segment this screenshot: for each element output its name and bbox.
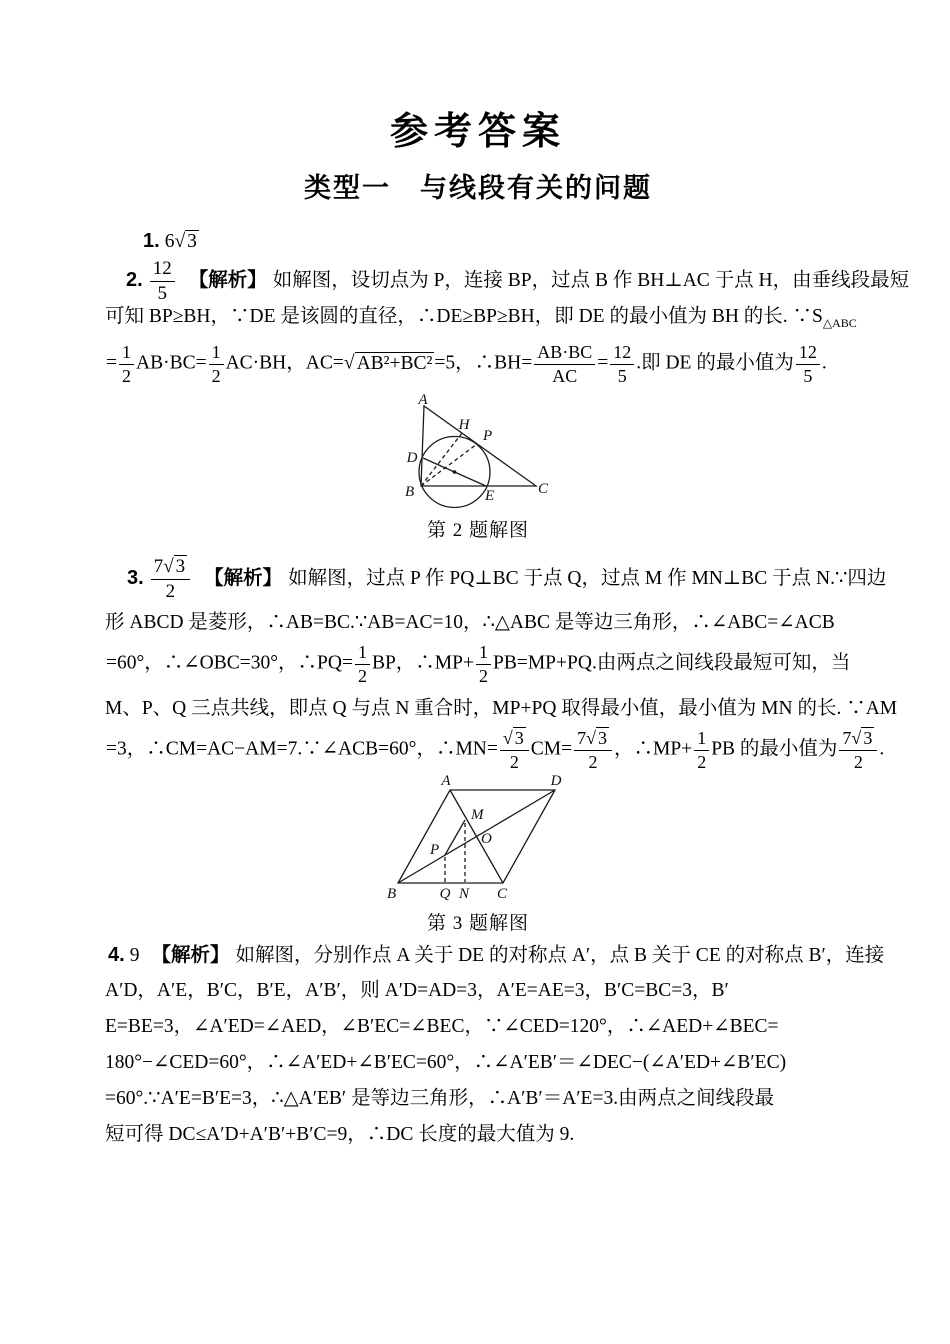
section-title: 类型一 与线段有关的问题	[304, 173, 652, 203]
radical-sign: √	[586, 728, 596, 748]
problem-3-line-3	[106, 642, 850, 686]
solution-text: =3，∴CM=AC−AM=7.∵∠ACB=60°，∴MN=	[106, 738, 498, 760]
radical-expression	[586, 727, 609, 748]
fraction	[119, 342, 134, 386]
problem-1-answer-line	[143, 226, 199, 257]
solution-text: M、P、Q 三点共线，即点 Q 与点 N 重合时，MP+PQ 取得最小值，最小值为 MN 的长. ∵AM	[105, 698, 898, 719]
problem-3-line-2	[105, 608, 835, 638]
radicand: 3	[598, 728, 607, 748]
fraction-denominator: 2	[357, 665, 367, 686]
fraction-numerator: 12	[610, 342, 634, 365]
solution-text: BP，∴MP+	[371, 652, 474, 674]
problem-4-line-5	[105, 1084, 774, 1114]
page-title: 参考答案	[389, 111, 566, 153]
solution-text: =	[597, 352, 609, 374]
point-label-N: N	[458, 886, 470, 902]
point-label-P: P	[483, 428, 493, 444]
solution-text: .	[821, 352, 827, 374]
radical-sign: √	[163, 556, 174, 577]
fraction-denominator: 2	[853, 751, 863, 772]
solution-text: 可知 BP≥BH，∵DE 是该圆的直径，∴DE≥BP≥BH，即 DE 的最小值为 BH 的长. ∵S	[105, 306, 823, 327]
figure-problem-3	[375, 770, 590, 905]
figure-3-caption: 第 3 题解图	[426, 913, 529, 934]
fraction	[476, 642, 491, 686]
fraction-denominator: 2	[479, 665, 488, 686]
fraction-numerator: 12	[150, 258, 175, 282]
answer-fraction	[151, 556, 190, 603]
solution-text: =60°，∴∠OBC=30°，∴PQ=	[106, 652, 353, 674]
radical-sign: √	[851, 728, 862, 748]
problem-4-line-3	[105, 1012, 779, 1042]
fraction	[209, 342, 224, 386]
vertex-label-B: B	[387, 886, 397, 902]
radical-expression	[503, 727, 526, 748]
point-label-M: M	[471, 807, 484, 823]
point-label-P: P	[430, 842, 440, 858]
solution-text: .	[879, 738, 885, 760]
fraction-denominator: 2	[588, 751, 598, 772]
solution-text: 如解图，设切点为 P，连接 BP，过点 B 作 BH⊥AC 于点 H，由垂线段最短	[272, 269, 910, 291]
fraction	[839, 728, 877, 772]
problem-4-line-4	[105, 1048, 786, 1078]
problem-2-number: 2.	[126, 268, 143, 291]
vertex-label-A: A	[418, 392, 428, 408]
circle-center-dot	[453, 470, 457, 474]
problem-3-line-4	[105, 694, 897, 724]
figure-problem-2	[360, 392, 600, 514]
solution-text: 如解图，分别作点 A 关于 DE 的对称点 A′，点 B 关于 CE 的对称点 B′，连接	[235, 945, 885, 966]
radicand: 3	[175, 556, 186, 577]
problem-2-line-2	[105, 302, 857, 338]
radical-expression	[163, 555, 187, 577]
problem-2-line-3	[106, 342, 827, 386]
solution-text: ，∴MP+	[614, 738, 693, 760]
radical-sign: √	[343, 352, 355, 374]
vertex-label-C: C	[496, 886, 508, 902]
problem-2-line-1	[126, 258, 909, 305]
fraction-denominator: 2	[165, 580, 176, 602]
fraction-numerator: 1	[476, 642, 491, 665]
solution-text: AC·BH，AC=	[225, 352, 344, 374]
solution-text: 形 ABCD 是菱形，∴AB=BC.∵AB=AC=10，∴△ABC 是等边三角形，∴∠ABC=∠ACB	[105, 612, 835, 633]
problem-3-line-1	[127, 556, 886, 603]
problem-3-line-5	[106, 728, 884, 772]
solution-text: A′D，A′E，B′C，B′E，A′B′，则 A′D=AD=3，A′E=AE=3，B′C=BC=3，B′	[105, 980, 729, 1001]
fraction	[355, 642, 370, 686]
fraction-denominator: 5	[157, 282, 167, 304]
vertex-label-B: B	[405, 484, 415, 500]
diagonal-AC	[450, 790, 503, 883]
solution-text: =60°.∵A′E=B′E=3，∴△A′EB′ 是等边三角形，∴A′B′＝A′E=3.由两点之间线段最	[105, 1088, 775, 1109]
fraction-denominator: 2	[122, 365, 131, 386]
radicand: 3	[863, 728, 873, 748]
radicand: AB²+BC²	[356, 352, 433, 374]
problem-4-number: 4.	[108, 944, 125, 966]
fraction-numerator: 1	[119, 342, 134, 365]
fraction-numerator	[574, 728, 612, 751]
fraction	[534, 342, 595, 386]
radical-sign: √	[502, 728, 513, 748]
point-label-Q: Q	[439, 886, 451, 902]
fraction-numerator: AB·BC	[534, 342, 595, 365]
fraction	[610, 342, 634, 386]
point-label-O: O	[481, 831, 492, 847]
fraction-numerator: 1	[355, 642, 370, 665]
analysis-label: 【解析】	[188, 268, 267, 291]
radical-sign: √	[174, 231, 186, 252]
solution-text: AB·BC=	[136, 352, 207, 374]
point-label-H: H	[458, 417, 470, 433]
solution-text: 短可得 DC≤A′D+A′B′+B′C=9，∴DC 长度的最大值为 9.	[105, 1124, 575, 1145]
point-label-E: E	[485, 488, 495, 504]
problem-3-number: 3.	[127, 566, 144, 589]
solution-text: 180°−∠CED=60°，∴∠A′ED+∠B′EC=60°，∴∠A′EB′＝∠DEC−(∠A′ED+∠B′EC)	[105, 1052, 787, 1073]
fraction-numerator	[151, 556, 190, 580]
solution-text: PB=MP+PQ.由两点之间线段最短可知，当	[493, 652, 851, 674]
solution-text: =	[106, 352, 117, 374]
fraction-denominator: 2	[211, 365, 221, 386]
fraction-denominator: AC	[552, 365, 578, 386]
problem-4-line-2	[105, 976, 729, 1006]
fraction-denominator: 2	[509, 751, 519, 772]
radicand: 3	[187, 231, 197, 252]
radicand: 3	[514, 728, 524, 748]
coefficient: 7	[153, 556, 164, 577]
subscript: △ABC	[822, 316, 857, 330]
fraction-denominator: 5	[617, 365, 627, 386]
fraction-numerator: 1	[694, 728, 709, 751]
solution-text: 如解图，过点 P 作 PQ⊥BC 于点 Q，过点 M 作 MN⊥BC 于点 N.∵四边	[288, 567, 887, 589]
fraction-denominator: 5	[803, 365, 813, 386]
analysis-label: 【解析】	[204, 566, 283, 589]
figure-2-caption: 第 2 题解图	[426, 520, 529, 541]
answer-coefficient: 6	[164, 231, 175, 252]
solution-text: PB 的最小值为	[711, 738, 838, 760]
solution-text: E=BE=3，∠A′ED=∠AED，∠B′EC=∠BEC，∵∠CED=120°，∴∠AED+∠BEC=	[105, 1016, 779, 1037]
fraction	[694, 728, 709, 772]
radical-expression	[851, 727, 874, 748]
fraction	[574, 728, 612, 772]
solution-text: =5，∴BH=	[434, 352, 533, 374]
vertex-label-A: A	[441, 773, 451, 789]
radical-expression	[344, 352, 435, 374]
fraction-numerator: 12	[796, 342, 820, 365]
point-label-D: D	[406, 450, 418, 466]
coefficient: 7	[577, 728, 587, 748]
fraction	[796, 342, 820, 386]
problem-1-number: 1.	[143, 230, 160, 252]
problem-4-line-1	[108, 940, 884, 971]
fraction-numerator	[500, 728, 529, 751]
vertex-label-C: C	[538, 481, 549, 497]
fraction	[500, 728, 529, 772]
problem-4-line-6	[105, 1120, 574, 1150]
radical-expression	[174, 230, 198, 252]
analysis-label: 【解析】	[151, 944, 230, 966]
solution-text: CM=	[530, 738, 573, 760]
fraction-denominator: 2	[697, 751, 707, 772]
fraction-numerator	[839, 728, 877, 751]
answer-fraction	[150, 258, 175, 305]
answer-value: 9	[129, 945, 140, 966]
coefficient: 7	[842, 728, 852, 748]
fraction-numerator: 1	[209, 342, 224, 365]
solution-text: .即 DE 的最小值为	[636, 352, 794, 374]
vertex-label-D: D	[550, 773, 562, 789]
